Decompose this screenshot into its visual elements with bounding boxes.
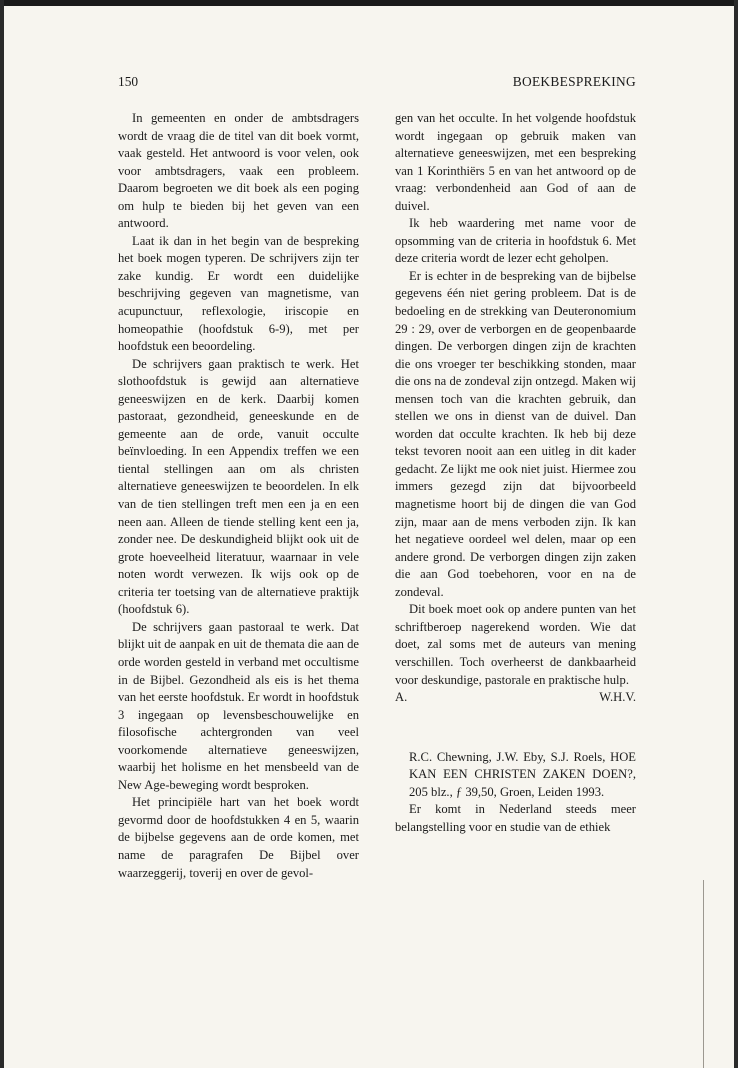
scan-border-left (0, 0, 4, 1068)
book-citation: R.C. Chewning, J.W. Eby, S.J. Roels, HOE KAN EEN CHRISTEN ZAKEN DOEN?, 205 blz., ƒ 39,50, Groen, Leiden 1993. (409, 749, 636, 799)
page-fold-line (703, 880, 704, 1068)
right-column (395, 110, 636, 836)
paragraph: Dit boek moet ook op andere punten van het schriftberoep nagerekend worden. Wie dat doet, zal soms met de auteurs van mening verschillen. Toch overheerst de dankbaarheid voor deskundige, pastorale en praktische hulp. (395, 602, 636, 687)
paragraph: Het principiële hart van het boek wordt gevormd door de hoofdstukken 4 en 5, waarin de bijbelse gegevens aan de orde komen, met name de paragrafen De Bijbel over waarzeggerij, toverij en over de gevol- (118, 795, 359, 880)
scan-border-top (0, 0, 738, 6)
paragraph: De schrijvers gaan praktisch te werk. Het slothoofdstuk is gewijd aan alternatieve geneeswijzen en de kerk. Daarbij komen pastoraat, gezondheid, geneeskunde en de gemeente aan de orde, vanuit occulte beïnvloeding. In een Appendix treffen we een tiental stellingen aan om als christen alternatieve geneeswijzen te beoordelen. In elk van de tien stellingen treft men een ja en een neen aan. Alleen de tiende stelling kent een ja, zonder nee. De deskundigheid blijkt ook uit de grote hoeveelheid literatuur, waarnaar in vele noten wordt verwezen. Ik wijs ook op de criteria ter toetsing van de alternatieve praktijk (hoofdstuk 6). (118, 356, 359, 617)
paragraph: In gemeenten en onder de ambtsdragers wordt de vraag die de titel van dit boek vormt, vaak gesteld. Het antwoord is voor velen, ook voor ambtsdragers, vaak een probleem. Daarom begroeten we dit boek als een poging om hulp te bieden bij het geven van een antwoord. (118, 111, 359, 231)
paragraph: De schrijvers gaan pastoraal te werk. Dat blijkt uit de aanpak en uit de themata die aan de orde worden gesteld in verband met occultisme in de Bijbel. Gezondheid als eis is het thema van het eerste hoofdstuk. Er wordt in hoofdstuk 3 ingegaan op levensbeschouwelijke en filosofische achtergronden van veel voorkomende alternatieve geneeswijzen, waarbij het holisme en het mensbeeld van de New Age-beweging wordt besproken. (118, 619, 359, 792)
signature-initial: A. (395, 690, 408, 705)
running-head (118, 74, 636, 94)
reviewer-initials: W.H.V. (599, 690, 636, 705)
page-number: 150 (118, 74, 139, 89)
next-review (395, 801, 636, 836)
paragraph: Er is echter in de bespreking van de bijbelse gegevens één niet gering probleem. Dat is de bedoeling en de strekking van Deuteronomium 29 : 29, over de verborgen en de geopenbaarde dingen. De verborgen dingen zijn de krachten die ons vroeger ter beschikking stonden, maar die ons na de zondeval zijn ontzegd. Maken wij mensen toch van die krachten gebruik, dan stellen we ons in dienst van de duivel. Dan worden dat occulte krachten. Ik heb bij deze tekst tevoren nooit aan een uitleg in dit kader gedacht. Ze lijkt me ook niet juist. Hiermee zou immers gezegd zijn dat bijvoorbeeld magnetisme hoort bij de dingen die van God zijn, maar aan de mens verboden zijn. Ik kan het negatieve oordeel wel delen, maar op een andere grond. De verborgen dingen zijn zaken die aan God toebehoren, voor en na de zondeval. (395, 268, 636, 599)
paragraph: Ik heb waardering met name voor de opsomming van de criteria in hoofdstuk 6. Met deze criteria wordt de lezer echt geholpen. (395, 216, 636, 266)
running-title: BOEKBESPREKING (512, 74, 636, 89)
left-column (118, 110, 359, 882)
review-signature (395, 689, 636, 707)
paragraph-continued: gen van het occulte. In het volgende hoofdstuk wordt ingegaan op gebruik maken van alternatieve geneeswijzen, met een bespreking van 1 Korinthiërs 5 en van het antwoord op de vraag: verbondenheid aan God of aan de duivel. (395, 111, 636, 213)
book-reference (395, 749, 636, 802)
paragraph: Er komt in Nederland steeds meer belangstelling voor en studie van de ethiek (395, 802, 636, 834)
scan-border-right (734, 0, 738, 1068)
paragraph: Laat ik dan in het begin van de bespreking het boek mogen typeren. De schrijvers zijn ter zake kundig. Er wordt een duidelijke beschrijving gegeven van magnetisme, van acupunctuur, reflexologie, iriscopie en homeopathie (hoofdstuk 6-9), met per hoofdstuk een beoordeling. (118, 233, 359, 354)
page-content (118, 74, 636, 880)
